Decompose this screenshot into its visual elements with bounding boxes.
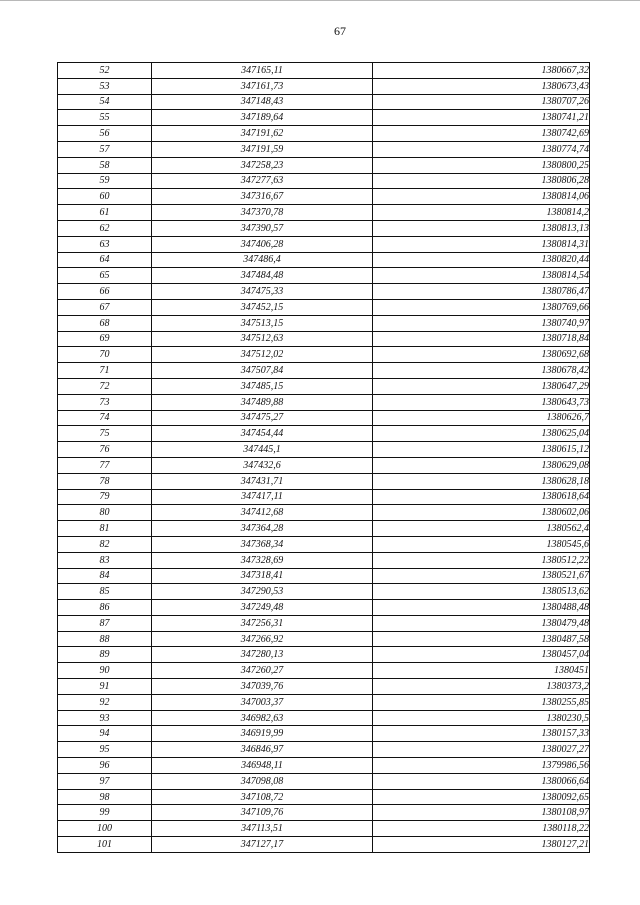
y-coordinate-cell: 1380673,43 [373, 78, 590, 94]
point-number-cell: 61 [58, 205, 152, 221]
y-coordinate-cell: 1380814,31 [373, 236, 590, 252]
y-coordinate-cell: 1380230,5 [373, 710, 590, 726]
y-coordinate-cell: 1380092,65 [373, 789, 590, 805]
table-row [58, 615, 590, 631]
x-coordinate-cell: 347280,13 [152, 647, 373, 663]
table-row [58, 758, 590, 774]
y-coordinate-cell: 1380451 [373, 663, 590, 679]
table-row [58, 536, 590, 552]
x-coordinate-cell: 347277,63 [152, 173, 373, 189]
x-coordinate-cell: 347368,34 [152, 536, 373, 552]
point-number-cell: 54 [58, 94, 152, 110]
point-number-cell: 83 [58, 552, 152, 568]
y-coordinate-cell: 1380626,7 [373, 410, 590, 426]
point-number-cell: 81 [58, 521, 152, 537]
x-coordinate-cell: 347484,48 [152, 268, 373, 284]
y-coordinate-cell: 1380692,68 [373, 347, 590, 363]
x-coordinate-cell: 347489,88 [152, 394, 373, 410]
table-row [58, 252, 590, 268]
x-coordinate-cell: 347454,44 [152, 426, 373, 442]
x-coordinate-cell: 347249,48 [152, 600, 373, 616]
y-coordinate-cell: 1380479,48 [373, 615, 590, 631]
y-coordinate-cell: 1380814,54 [373, 268, 590, 284]
x-coordinate-cell: 347412,68 [152, 505, 373, 521]
x-coordinate-cell: 347108,72 [152, 789, 373, 805]
coordinates-table-body [58, 63, 590, 853]
point-number-cell: 52 [58, 63, 152, 79]
table-row [58, 805, 590, 821]
point-number-cell: 72 [58, 378, 152, 394]
x-coordinate-cell: 347475,33 [152, 284, 373, 300]
x-coordinate-cell: 347364,28 [152, 521, 373, 537]
point-number-cell: 63 [58, 236, 152, 252]
table-row [58, 600, 590, 616]
y-coordinate-cell: 1380066,64 [373, 773, 590, 789]
point-number-cell: 86 [58, 600, 152, 616]
x-coordinate-cell: 347390,57 [152, 220, 373, 236]
y-coordinate-cell: 1380769,66 [373, 299, 590, 315]
y-coordinate-cell: 1379986,56 [373, 758, 590, 774]
table-row [58, 568, 590, 584]
table-row [58, 457, 590, 473]
table-row [58, 552, 590, 568]
y-coordinate-cell: 1380740,97 [373, 315, 590, 331]
point-number-cell: 88 [58, 631, 152, 647]
y-coordinate-cell: 1380545,6 [373, 536, 590, 552]
x-coordinate-cell: 347507,84 [152, 363, 373, 379]
x-coordinate-cell: 347512,63 [152, 331, 373, 347]
point-number-cell: 100 [58, 821, 152, 837]
point-number-cell: 62 [58, 220, 152, 236]
y-coordinate-cell: 1380488,48 [373, 600, 590, 616]
x-coordinate-cell: 347431,71 [152, 473, 373, 489]
table-row [58, 78, 590, 94]
table-row [58, 220, 590, 236]
y-coordinate-cell: 1380667,32 [373, 63, 590, 79]
y-coordinate-cell: 1380487,58 [373, 631, 590, 647]
point-number-cell: 69 [58, 331, 152, 347]
y-coordinate-cell: 1380108,97 [373, 805, 590, 821]
point-number-cell: 57 [58, 141, 152, 157]
y-coordinate-cell: 1380562,4 [373, 521, 590, 537]
point-number-cell: 76 [58, 442, 152, 458]
x-coordinate-cell: 347003,37 [152, 694, 373, 710]
table-row [58, 315, 590, 331]
x-coordinate-cell: 347148,43 [152, 94, 373, 110]
point-number-cell: 97 [58, 773, 152, 789]
y-coordinate-cell: 1380813,13 [373, 220, 590, 236]
x-coordinate-cell: 347316,67 [152, 189, 373, 205]
x-coordinate-cell: 347512,02 [152, 347, 373, 363]
point-number-cell: 73 [58, 394, 152, 410]
y-coordinate-cell: 1380820,44 [373, 252, 590, 268]
y-coordinate-cell: 1380118,22 [373, 821, 590, 837]
table-row [58, 189, 590, 205]
table-row [58, 647, 590, 663]
x-coordinate-cell: 347109,76 [152, 805, 373, 821]
table-row [58, 426, 590, 442]
x-coordinate-cell: 347290,53 [152, 584, 373, 600]
table-row [58, 742, 590, 758]
y-coordinate-cell: 1380628,18 [373, 473, 590, 489]
y-coordinate-cell: 1380513,62 [373, 584, 590, 600]
point-number-cell: 78 [58, 473, 152, 489]
point-number-cell: 85 [58, 584, 152, 600]
x-coordinate-cell: 347191,62 [152, 126, 373, 142]
point-number-cell: 90 [58, 663, 152, 679]
y-coordinate-cell: 1380521,67 [373, 568, 590, 584]
x-coordinate-cell: 347039,76 [152, 679, 373, 695]
table-row [58, 442, 590, 458]
x-coordinate-cell: 347328,69 [152, 552, 373, 568]
x-coordinate-cell: 347266,92 [152, 631, 373, 647]
table-row [58, 710, 590, 726]
table-row [58, 284, 590, 300]
y-coordinate-cell: 1380742,69 [373, 126, 590, 142]
point-number-cell: 79 [58, 489, 152, 505]
table-row [58, 378, 590, 394]
x-coordinate-cell: 347161,73 [152, 78, 373, 94]
point-number-cell: 95 [58, 742, 152, 758]
table-row [58, 789, 590, 805]
table-row [58, 299, 590, 315]
table-row [58, 268, 590, 284]
table-row [58, 489, 590, 505]
table-row [58, 126, 590, 142]
x-coordinate-cell: 347318,41 [152, 568, 373, 584]
table-row [58, 505, 590, 521]
x-coordinate-cell: 346948,11 [152, 758, 373, 774]
table-row [58, 773, 590, 789]
y-coordinate-cell: 1380814,2 [373, 205, 590, 221]
y-coordinate-cell: 1380741,21 [373, 110, 590, 126]
y-coordinate-cell: 1380718,84 [373, 331, 590, 347]
point-number-cell: 66 [58, 284, 152, 300]
y-coordinate-cell: 1380678,42 [373, 363, 590, 379]
table-row [58, 94, 590, 110]
table-row [58, 331, 590, 347]
table-row [58, 821, 590, 837]
y-coordinate-cell: 1380157,33 [373, 726, 590, 742]
table-row [58, 110, 590, 126]
table-row [58, 63, 590, 79]
y-coordinate-cell: 1380786,47 [373, 284, 590, 300]
y-coordinate-cell: 1380457,04 [373, 647, 590, 663]
point-number-cell: 99 [58, 805, 152, 821]
point-number-cell: 53 [58, 78, 152, 94]
table-row [58, 410, 590, 426]
point-number-cell: 92 [58, 694, 152, 710]
table-row [58, 726, 590, 742]
y-coordinate-cell: 1380707,26 [373, 94, 590, 110]
y-coordinate-cell: 1380806,28 [373, 173, 590, 189]
point-number-cell: 89 [58, 647, 152, 663]
x-coordinate-cell: 347370,78 [152, 205, 373, 221]
table-row [58, 205, 590, 221]
table-row [58, 837, 590, 853]
x-coordinate-cell: 347191,59 [152, 141, 373, 157]
x-coordinate-cell: 346919,99 [152, 726, 373, 742]
y-coordinate-cell: 1380027,27 [373, 742, 590, 758]
point-number-cell: 96 [58, 758, 152, 774]
table-row [58, 694, 590, 710]
x-coordinate-cell: 347417,11 [152, 489, 373, 505]
point-number-cell: 98 [58, 789, 152, 805]
table-row [58, 679, 590, 695]
point-number-cell: 68 [58, 315, 152, 331]
point-number-cell: 59 [58, 173, 152, 189]
x-coordinate-cell: 347486,4 [152, 252, 373, 268]
table-row [58, 663, 590, 679]
x-coordinate-cell: 347113,51 [152, 821, 373, 837]
point-number-cell: 74 [58, 410, 152, 426]
point-number-cell: 70 [58, 347, 152, 363]
table-row [58, 521, 590, 537]
x-coordinate-cell: 347256,31 [152, 615, 373, 631]
point-number-cell: 80 [58, 505, 152, 521]
x-coordinate-cell: 347452,15 [152, 299, 373, 315]
table-row [58, 157, 590, 173]
point-number-cell: 55 [58, 110, 152, 126]
point-number-cell: 71 [58, 363, 152, 379]
top-border-line [0, 0, 640, 1]
y-coordinate-cell: 1380814,06 [373, 189, 590, 205]
y-coordinate-cell: 1380800,25 [373, 157, 590, 173]
x-coordinate-cell: 347127,17 [152, 837, 373, 853]
table-row [58, 141, 590, 157]
point-number-cell: 67 [58, 299, 152, 315]
y-coordinate-cell: 1380629,08 [373, 457, 590, 473]
point-number-cell: 58 [58, 157, 152, 173]
x-coordinate-cell: 347260,27 [152, 663, 373, 679]
x-coordinate-cell: 346982,63 [152, 710, 373, 726]
table-row [58, 584, 590, 600]
point-number-cell: 60 [58, 189, 152, 205]
y-coordinate-cell: 1380774,74 [373, 141, 590, 157]
y-coordinate-cell: 1380647,29 [373, 378, 590, 394]
coordinates-table [57, 62, 590, 853]
point-number-cell: 101 [58, 837, 152, 853]
x-coordinate-cell: 347189,64 [152, 110, 373, 126]
y-coordinate-cell: 1380373,2 [373, 679, 590, 695]
y-coordinate-cell: 1380615,12 [373, 442, 590, 458]
page-number: 67 [334, 24, 346, 38]
x-coordinate-cell: 347098,08 [152, 773, 373, 789]
point-number-cell: 64 [58, 252, 152, 268]
x-coordinate-cell: 347432,6 [152, 457, 373, 473]
y-coordinate-cell: 1380618,64 [373, 489, 590, 505]
table-row [58, 236, 590, 252]
point-number-cell: 91 [58, 679, 152, 695]
point-number-cell: 84 [58, 568, 152, 584]
point-number-cell: 77 [58, 457, 152, 473]
point-number-cell: 93 [58, 710, 152, 726]
table-row [58, 394, 590, 410]
point-number-cell: 65 [58, 268, 152, 284]
table-row [58, 347, 590, 363]
table-row [58, 173, 590, 189]
y-coordinate-cell: 1380602,06 [373, 505, 590, 521]
point-number-cell: 56 [58, 126, 152, 142]
table-row [58, 631, 590, 647]
x-coordinate-cell: 347258,23 [152, 157, 373, 173]
table-row [58, 473, 590, 489]
y-coordinate-cell: 1380255,85 [373, 694, 590, 710]
x-coordinate-cell: 347475,27 [152, 410, 373, 426]
table-row [58, 363, 590, 379]
x-coordinate-cell: 346846,97 [152, 742, 373, 758]
x-coordinate-cell: 347406,28 [152, 236, 373, 252]
y-coordinate-cell: 1380127,21 [373, 837, 590, 853]
x-coordinate-cell: 347485,15 [152, 378, 373, 394]
point-number-cell: 87 [58, 615, 152, 631]
y-coordinate-cell: 1380512,22 [373, 552, 590, 568]
point-number-cell: 82 [58, 536, 152, 552]
x-coordinate-cell: 347513,15 [152, 315, 373, 331]
y-coordinate-cell: 1380643,73 [373, 394, 590, 410]
x-coordinate-cell: 347445,1 [152, 442, 373, 458]
x-coordinate-cell: 347165,11 [152, 63, 373, 79]
point-number-cell: 75 [58, 426, 152, 442]
y-coordinate-cell: 1380625,04 [373, 426, 590, 442]
point-number-cell: 94 [58, 726, 152, 742]
